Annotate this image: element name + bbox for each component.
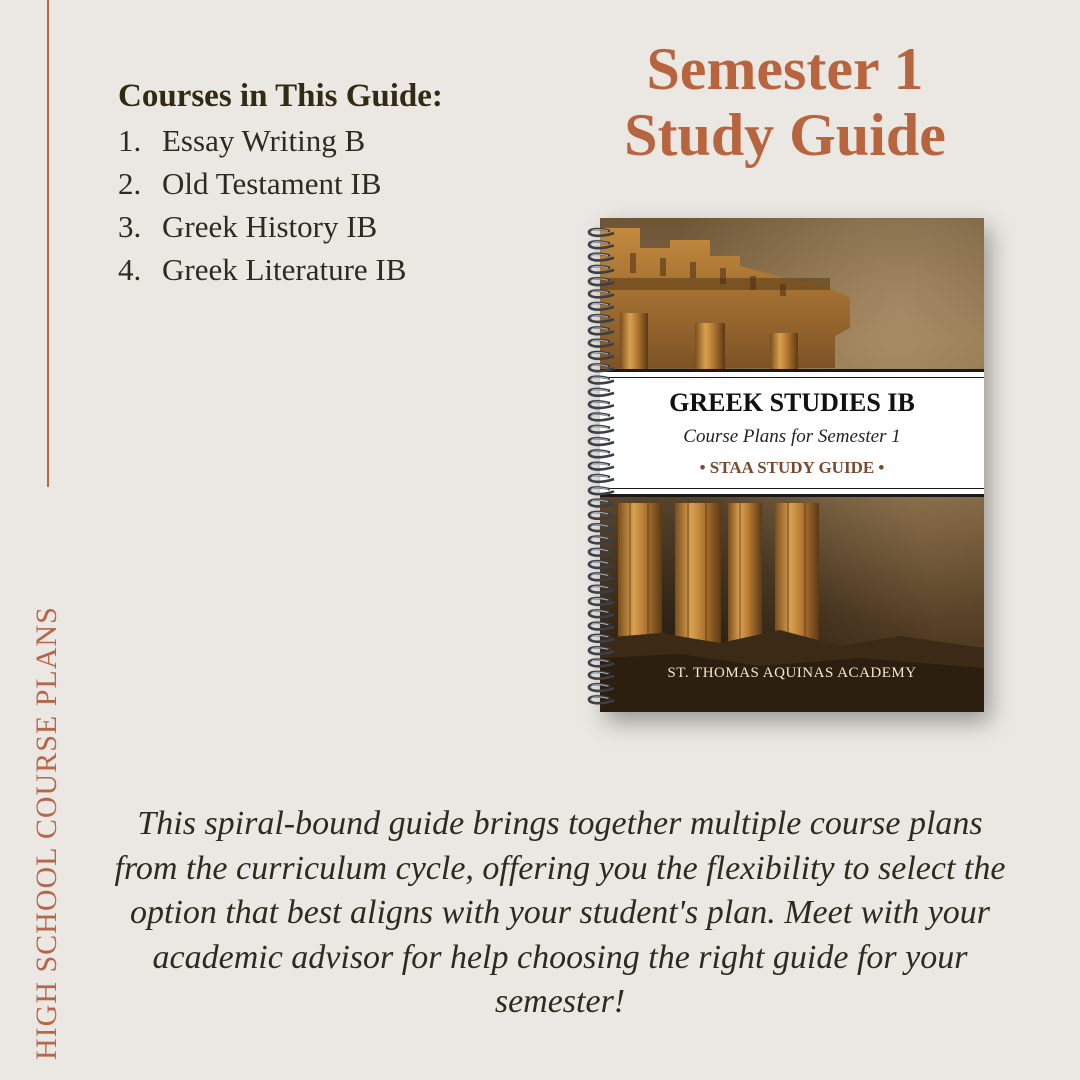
course-number: 2.	[118, 166, 142, 201]
book-subtitle: Course Plans for Semester 1	[683, 426, 901, 447]
side-label: HIGH SCHOOL COURSE PLANS	[30, 606, 63, 1060]
title-line-2: Study Guide	[624, 102, 946, 168]
course-label: Greek History IB	[162, 209, 378, 244]
course-item	[118, 119, 443, 162]
book-tag: • STAA STUDY GUIDE •	[699, 458, 885, 477]
course-item	[118, 248, 443, 291]
course-list	[118, 119, 443, 291]
course-label: Essay Writing B	[162, 123, 366, 158]
course-number: 3.	[118, 209, 142, 244]
course-number: 1.	[118, 123, 142, 158]
book-cover-image	[600, 218, 984, 712]
course-number: 4.	[118, 252, 142, 287]
description-text: This spiral-bound guide brings together multiple course plans from the curriculum cycle, offering you the flexibility to select the option that best aligns with your student's plan. Meet with your academic advisor for help choosing the right guide for your semester!	[114, 805, 1006, 1020]
course-label: Greek Literature IB	[162, 252, 407, 287]
book-title: GREEK STUDIES IB	[669, 388, 915, 417]
spiral-binding-icon	[584, 224, 618, 708]
title-line-1: Semester 1	[646, 36, 924, 102]
decorative-vertical-line	[47, 0, 49, 487]
book-title-band	[600, 369, 984, 497]
courses-heading: Courses in This Guide:	[118, 78, 443, 114]
course-item	[118, 162, 443, 205]
course-label: Old Testament IB	[162, 166, 382, 201]
book-publisher: ST. THOMAS AQUINAS ACADEMY	[667, 665, 917, 681]
page-title	[580, 36, 990, 168]
course-item	[118, 205, 443, 248]
courses-section	[118, 78, 443, 291]
